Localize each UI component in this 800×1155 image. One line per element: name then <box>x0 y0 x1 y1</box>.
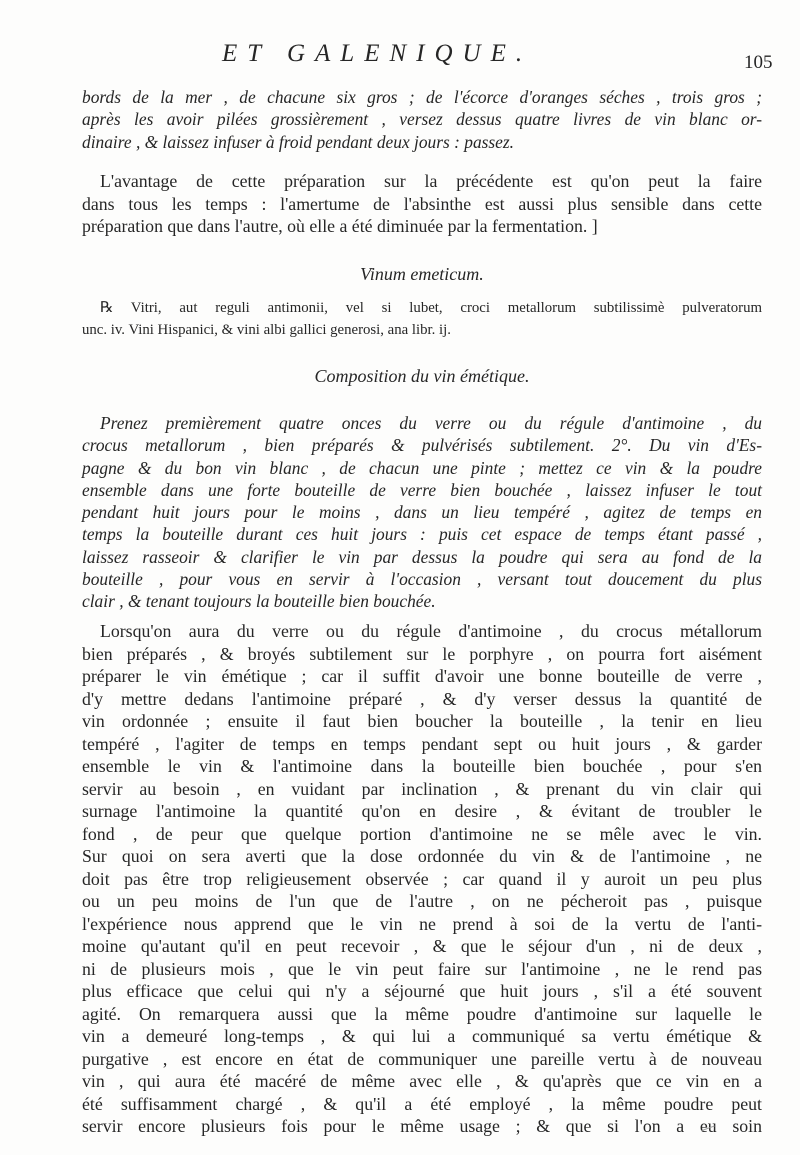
text-line: pendant huit jours pour le moins , dans un lieu tempéré , agitez de temps en <box>82 502 762 523</box>
latin-heading-block <box>82 264 762 285</box>
method-paragraph <box>82 620 762 1138</box>
text-line: crocus metallorum , bien préparés & pulvérisés subtilement. 2°. Du vin d'Es- <box>82 435 762 456</box>
method-text <box>82 620 762 1138</box>
text-line: tempéré , l'agiter de temps en temps pendant sept ou huit jours , & garder <box>82 733 762 754</box>
text-line: Sur quoi on sera averti que la dose ordonnée du vin & de l'antimoine , ne <box>82 846 762 866</box>
text-line: préparation que dans l'autre, où elle a été diminuée par la fermentation. ] <box>82 216 598 236</box>
commentary-text <box>82 170 762 238</box>
text-line: vin ordonnée ; ensuite il faut bien boucher la bouteille , la tenir en lieu <box>82 711 762 731</box>
text-line: ni de plusieurs mois , que le vin peut faire sur l'antimoine , ne le rend pas <box>82 958 762 979</box>
text-line: Prenez premièrement quatre onces du verre ou du régule d'antimoine , du <box>100 413 762 433</box>
text-line: plus efficace que celui qui n'y a séjourné que huit jours , s'il a été souvent <box>82 981 762 1001</box>
text-line: préparer le vin émétique ; car il suffit d'avoir une bonne bouteille de verre , <box>82 666 762 686</box>
text-line: ou un peu moins de l'un que de l'autre , on ne pécheroit pas , puisque <box>82 891 762 911</box>
text-line: doit pas être trop religieusement observée ; car quand il y auroit un peu plus <box>82 868 762 889</box>
recipe-continuation-text <box>82 86 762 153</box>
text-line: purgative , est encore en état de communiquer une pareille vertu à de nouveau <box>82 1048 762 1069</box>
text-line: L'avantage de cette préparation sur la précédente est qu'on peut la faire <box>100 171 762 191</box>
text-line: ℞ Vitri, aut reguli antimonii, vel si lubet, croci metallorum subtilissimè pulveratorum <box>100 300 762 316</box>
running-title: ET GALENIQUE. <box>222 40 533 67</box>
text-line: servir au besoin , en vuidant par inclination , & prenant du vin clair qui <box>82 778 762 799</box>
text-line: d'y mettre dedans l'antimoine préparé , & d'y verser dessus la quantité de <box>82 688 762 709</box>
text-line: été suffisamment chargé , & qu'il a été employé , la même poudre peut <box>82 1093 762 1114</box>
text-line: après les avoir pilées grossièrement , versez dessus quatre livres de vin blanc or- <box>82 109 762 130</box>
text-line: l'expérience nous apprend que le vin ne prend à soi de la vertu de l'anti- <box>82 913 762 934</box>
text-line: vin a demeuré long-temps , & qui lui a communiqué sa vertu émétique & <box>82 1026 762 1046</box>
text-line: vin , qui aura été macéré de même avec elle , & qu'après que ce vin en a <box>82 1071 762 1091</box>
text-line: temps la bouteille durant ces huit jours : puis cet espace de temps étant passé , <box>82 524 762 545</box>
commentary-paragraph <box>82 170 762 238</box>
recipe-continuation-paragraph <box>82 86 762 153</box>
text-line: moine qu'autant qu'il en peut recevoir , & que le séjour d'un , ni de deux , <box>82 936 762 956</box>
composition-text <box>82 412 762 613</box>
text-line: bords de la mer , de chacune six gros ; de l'écorce d'oranges séches , trois gros ; <box>82 87 762 107</box>
text-line: bien préparés , & broyés subtilement sur le porphyre , on pourra fort aisément <box>82 643 762 664</box>
text-line: dinaire , & laissez infuser à froid pendant deux jours : passez. <box>82 131 515 152</box>
text-line: clair , & tenant toujours la bouteille bien bouchée. <box>82 591 436 612</box>
text-line: servir encore plusieurs fois pour le même usage ; & que si l'on a eu soin <box>82 1116 762 1136</box>
text-line: dans tous les temps : l'amertume de l'absinthe est aussi plus sensible dans cette <box>82 193 762 214</box>
composition-heading-block <box>82 366 762 387</box>
text-line: ensemble le vin & l'antimoine dans la bouteille bien bouchée , pour s'en <box>82 756 762 776</box>
text-line: surnage l'antimoine la quantité qu'on en desire , & évitant de troubler le <box>82 801 762 821</box>
text-line: ensemble dans une forte bouteille de verre bien bouchée , laissez infuser le tout <box>82 479 762 500</box>
text-line: bouteille , pour vous en servir à l'occasion , versant tout doucement du plus <box>82 569 762 590</box>
text-line: pagne & du bon vin blanc , de chacun une pinte ; mettez ce vin & la poudre <box>82 457 762 478</box>
text-line: agité. On remarquera aussi que la même poudre d'antimoine sur laquelle le <box>82 1003 762 1024</box>
text-line: fond , de peur que quelque portion d'antimoine ne se mêle avec le vin. <box>82 823 762 844</box>
composition-paragraph <box>82 412 762 613</box>
latin-recipe-paragraph <box>82 297 762 341</box>
running-head <box>0 40 800 74</box>
latin-heading: Vinum emeticum. <box>360 264 484 284</box>
text-line: laissez rasseoir & clarifier le vin par dessus la poudre qui sera au fond de la <box>82 546 762 567</box>
composition-heading: Composition du vin émétique. <box>314 366 530 386</box>
latin-recipe-text <box>82 297 762 341</box>
text-line: Lorsqu'on aura du verre ou du régule d'antimoine , du crocus métallorum <box>100 621 762 641</box>
text-line: unc. iv. Vini Hispanici, & vini albi gallici generosi, ana libr. ij. <box>82 322 451 338</box>
page-number: 105 <box>744 52 773 73</box>
